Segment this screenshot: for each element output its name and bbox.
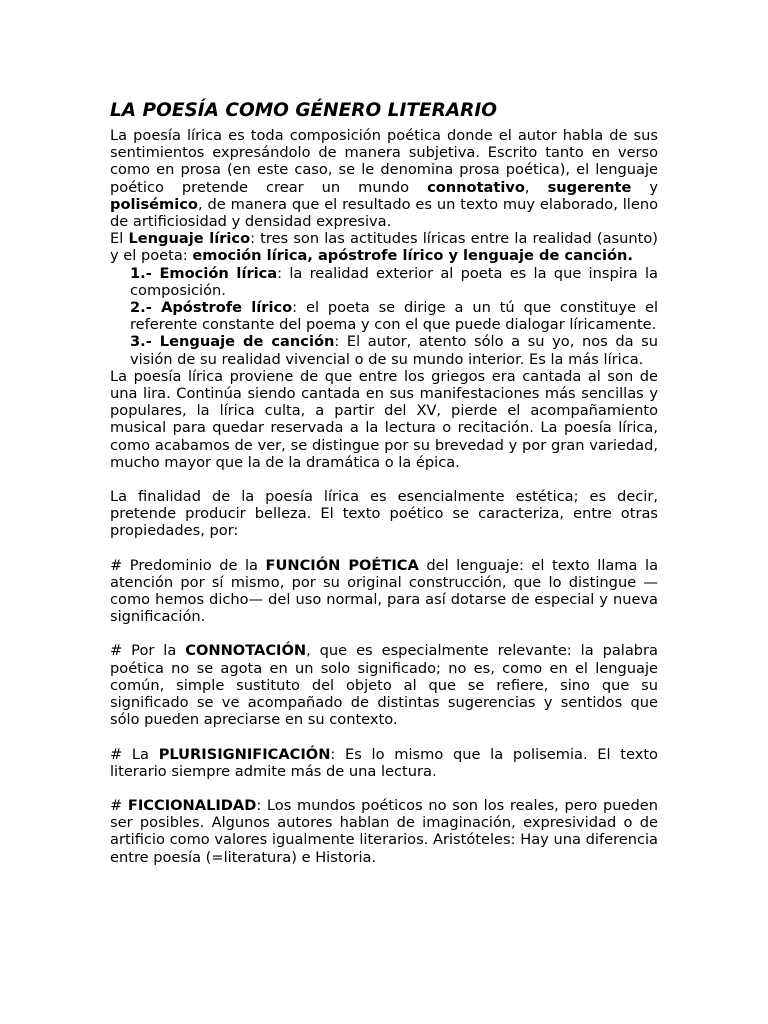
- text-run: # Por la: [110, 642, 186, 660]
- paragraph-lenguaje-lirico: [110, 230, 658, 264]
- text-run: ,: [524, 178, 548, 196]
- list-item-head: 1.- Emoción lírica: [130, 264, 278, 282]
- term-actitudes: emoción lírica, apóstrofe lírico y lenguaje de canción.: [192, 247, 633, 265]
- paragraph-funcion-poetica: [110, 557, 658, 626]
- list-item-head: 2.- Apóstrofe lírico: [130, 299, 293, 317]
- list-item-body: : el poeta se dirige a un tú que constituye el referente constante del poema y con el que puede dialogar líricamente.: [130, 299, 658, 334]
- paragraph-ficcionalidad: [110, 797, 658, 866]
- list-item-body: : la realidad exterior al poeta es la que inspira la composición.: [130, 264, 658, 299]
- text-run: : Los mundos poéticos no son los reales, pero pueden ser posibles. Algunos autores hablan de imaginación, expresividad o de artificio como valores igualmente literarios. Aristóteles: Hay una diferencia entre poesía (=literatura) e Historia.: [110, 796, 658, 866]
- text-run: # Predominio de la: [110, 556, 266, 574]
- list-item-head: 3.- Lenguaje de canción: [130, 333, 335, 351]
- paragraph-plurisignificacion: [110, 746, 658, 780]
- paragraph-intro: [110, 127, 658, 230]
- list-item: [130, 265, 658, 299]
- term-polisemico: polisémico: [110, 195, 198, 213]
- document-page: [110, 100, 658, 866]
- list-item: [130, 299, 658, 333]
- list-item-body: : El autor, atento sólo a su yo, nos da su visión de su realidad vivencial o de su mundo interior. Es la más lírica.: [130, 333, 658, 368]
- term-ficcionalidad: FICCIONALIDAD: [127, 796, 257, 814]
- text-run: # La: [110, 745, 159, 763]
- text-run: : tres son las actitudes líricas entre la realidad (asunto) y el poeta:: [110, 230, 658, 265]
- term-plurisignificacion: PLURISIGNIFICACIÓN: [158, 745, 331, 763]
- paragraph-finalidad: La finalidad de la poesía lírica es esencialmente estética; es decir, pretende producir belleza. El texto poético se caracteriza, entre otras propiedades, por:: [110, 488, 658, 540]
- text-run: , de manera que el resultado es un texto muy elaborado, lleno de artificiosidad y densidad expresiva.: [110, 195, 658, 231]
- list-item: [130, 333, 658, 367]
- term-sugerente: sugerente: [547, 178, 632, 196]
- text-run: La poesía lírica es toda composición poética donde el autor habla de sus sentimientos expresándolo de manera subjetiva. Escrito tanto en verso como en prosa (en este caso, se le denomina prosa poética), el lenguaje poético pretende crear un mundo: [110, 127, 658, 196]
- attitudes-list: [110, 265, 658, 368]
- term-funcion-poetica: FUNCIÓN POÉTICA: [265, 556, 419, 574]
- term-lenguaje-lirico: Lenguaje lírico: [128, 230, 251, 248]
- term-connotacion: CONNOTACIÓN: [185, 642, 307, 660]
- document-title: LA POESÍA COMO GÉNERO LITERARIO: [110, 100, 498, 121]
- paragraph-origin: La poesía lírica proviene de que entre los griegos era cantada al son de una lira. Continúa siendo cantada en sus manifestaciones más sencillas y populares, la lírica culta, a partir del XV, pierde el acompañamiento musical para quedar reservada a la lectura o recitación. La poesía lírica, como acabamos de ver, se distingue por su brevedad y por gran variedad, mucho mayor que la de la dramática o la épica.: [110, 367, 658, 471]
- term-connotativo: connotativo: [427, 178, 525, 196]
- text-run: : Es lo mismo que la polisemia. El texto literario siempre admite más de una lectura.: [110, 745, 658, 780]
- text-run: #: [110, 796, 128, 814]
- text-run: El: [110, 230, 129, 248]
- text-run: , que es especialmente relevante: la palabra poética no se agota en un solo significado; no es, como en el lenguaje común, simple sustituto del objeto al que se refiere, sino que su significado se ve acompañado de distintas sugerencias y sentidos que sólo pueden apreciarse en su contexto.: [110, 642, 658, 729]
- text-run: del lenguaje: el texto llama la atención por sí mismo, por su original construcción, que lo distingue —como hemos dicho— del uso normal, para así dotarse de especial y nueva significación.: [110, 556, 659, 626]
- text-run: y: [631, 178, 659, 196]
- paragraph-connotacion: [110, 642, 658, 728]
